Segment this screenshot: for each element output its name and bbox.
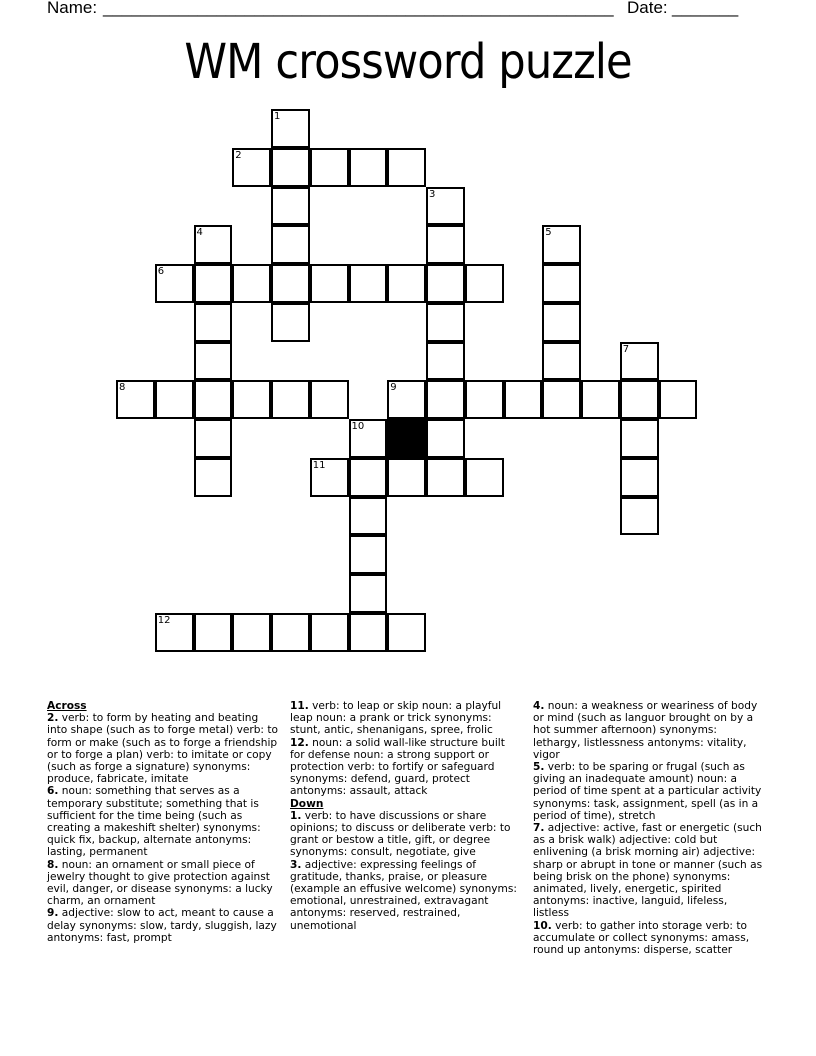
clue-number: 9 xyxy=(390,382,397,394)
grid-cell[interactable] xyxy=(310,264,349,303)
grid-cell[interactable] xyxy=(349,148,388,187)
grid-cell[interactable] xyxy=(349,497,388,536)
grid-cell[interactable] xyxy=(271,264,310,303)
grid-cell[interactable] xyxy=(232,264,271,303)
clue-number: 5 xyxy=(545,227,552,239)
grid-cell[interactable] xyxy=(542,303,581,342)
grid-cell[interactable] xyxy=(271,187,310,226)
clue-down-10: 10. verb: to gather into storage verb: to accumulate or collect synonyms: amass, round up antonyms: disperse, scatter xyxy=(533,919,750,957)
grid-cell[interactable] xyxy=(426,264,465,303)
name-label: Name: xyxy=(47,0,98,17)
grid-cell[interactable] xyxy=(426,380,465,419)
grid-cell[interactable] xyxy=(271,613,310,652)
crossword-grid xyxy=(117,110,717,670)
grid-cell[interactable] xyxy=(310,613,349,652)
name-field[interactable]: ______________________________________________________ xyxy=(103,0,614,17)
clue-across-8: 8. noun: an ornament or small piece of jewelry thought to give protection against evil, danger, or disease synonyms: a lucky charm, an ornament xyxy=(47,858,273,908)
grid-cell[interactable] xyxy=(542,225,581,264)
clue-number: 1 xyxy=(274,111,281,122)
grid-cell[interactable] xyxy=(232,380,271,419)
clue-across-11: 11. verb: to leap or skip noun: a playful leap noun: a prank or trick synonyms: stunt, antic, shenanigans, spree, frolic xyxy=(290,700,502,737)
worksheet-header xyxy=(47,0,767,20)
grid-cell[interactable] xyxy=(349,264,388,303)
grid-cell[interactable] xyxy=(349,419,388,458)
grid-cell[interactable] xyxy=(310,458,349,497)
clue-across-12: 12. noun: a solid wall-like structure built for defense noun: a strong support or protection verb: to fortify or safeguard synonyms: defend, guard, protect antonyms: assault, attack xyxy=(290,736,505,798)
page-title: WM crossword puzzle xyxy=(184,34,632,90)
grid-cell[interactable] xyxy=(155,264,194,303)
grid-cell[interactable] xyxy=(194,458,233,497)
grid-cell[interactable] xyxy=(542,380,581,419)
grid-cell[interactable] xyxy=(271,303,310,342)
down-heading: Down xyxy=(290,797,324,810)
grid-cell[interactable] xyxy=(426,458,465,497)
grid-cell[interactable] xyxy=(194,303,233,342)
grid-cell[interactable] xyxy=(349,613,388,652)
grid-cell[interactable] xyxy=(387,264,426,303)
grid-cell[interactable] xyxy=(465,458,504,497)
clue-down-3: 3. adjective: expressing feelings of gratitude, thanks, praise, or pleasure (example an effusive welcome) synonyms: emotional, unrestrained, extravagant antonyms: reserved, restrained, unemotional xyxy=(290,858,517,932)
clue-across-6: 6. noun: something that serves as a temporary substitute; something that is sufficient for the time being (such as creating a makeshift shelter) synonyms: quick fix, backup, alternate antonyms: lasting, permanent xyxy=(47,785,261,859)
grid-cell[interactable] xyxy=(426,187,465,226)
clues-column-3 xyxy=(533,700,765,956)
clue-down-7: 7. adjective: active, fast or energetic (such as a brisk walk) adjective: cold but enlivening (a brisk morning air) adjective: sharp or abrupt in tone or manner (such as being brisk on the phone) synonyms: animated, lively, energetic, spirited antonyms: inactive, languid, lifeless, listless xyxy=(533,822,763,920)
clue-number: 7 xyxy=(622,343,630,355)
grid-cell[interactable] xyxy=(504,380,543,419)
grid-cell[interactable] xyxy=(194,342,233,381)
clue-number: 4 xyxy=(196,227,203,239)
grid-cell[interactable] xyxy=(659,380,698,419)
clue-down-4: 4. noun: a weakness or weariness of body or mind (such as languor brought on by a hot summer afternoon) synonyms: lethargy, listlessness antonyms: vitality, vigor xyxy=(533,700,758,761)
grid-cell[interactable] xyxy=(349,574,388,613)
grid-cell[interactable] xyxy=(465,264,504,303)
grid-cell[interactable] xyxy=(620,380,659,419)
grid-cell[interactable] xyxy=(194,419,233,458)
grid-cell[interactable] xyxy=(349,458,388,497)
grid-cell[interactable] xyxy=(426,342,465,381)
clue-number: 2 xyxy=(235,149,242,161)
grid-cell[interactable] xyxy=(620,342,659,381)
grid-cell[interactable] xyxy=(271,380,310,419)
grid-cell[interactable] xyxy=(271,225,310,264)
grid-cell[interactable] xyxy=(387,613,426,652)
clues-column-2 xyxy=(290,700,522,932)
clue-down-1: 1. verb: to have discussions or share opinions; to discuss or deliberate verb: to grant or bestow a title, gift, or degree synonyms: consult, negotiate, give xyxy=(290,809,511,859)
grid-cell[interactable] xyxy=(426,225,465,264)
grid-cell[interactable] xyxy=(310,148,349,187)
grid-cell[interactable] xyxy=(581,380,620,419)
grid-cell[interactable] xyxy=(620,419,659,458)
grid-cell[interactable] xyxy=(155,613,194,652)
grid-cell[interactable] xyxy=(155,380,194,419)
clue-number: 3 xyxy=(429,188,436,200)
grid-cell[interactable] xyxy=(194,613,233,652)
clue-number: 8 xyxy=(119,382,126,394)
date-label: Date: xyxy=(627,0,668,17)
date-field[interactable]: _______ xyxy=(672,0,739,17)
grid-cell[interactable] xyxy=(349,535,388,574)
grid-cell[interactable] xyxy=(271,109,310,148)
clue-number: 10 xyxy=(351,421,365,432)
grid-cell[interactable] xyxy=(465,380,504,419)
grid-cell[interactable] xyxy=(387,148,426,187)
grid-cell[interactable] xyxy=(271,148,310,187)
grid-cell[interactable] xyxy=(194,264,233,303)
clue-across-9: 9. adjective: slow to act, meant to cause a delay synonyms: slow, tardy, sluggish, lazy antonyms: fast, prompt xyxy=(47,907,277,944)
grid-cell[interactable] xyxy=(387,380,426,419)
grid-cell[interactable] xyxy=(387,458,426,497)
grid-cell[interactable] xyxy=(542,264,581,303)
grid-cell[interactable] xyxy=(620,497,659,536)
clues-column-1 xyxy=(47,700,279,944)
grid-cell[interactable] xyxy=(426,419,465,458)
grid-cell[interactable] xyxy=(232,613,271,652)
grid-cell[interactable] xyxy=(310,380,349,419)
clue-number: 12 xyxy=(157,614,171,626)
clue-number: 11 xyxy=(312,459,326,471)
grid-cell[interactable] xyxy=(542,342,581,381)
black-cell xyxy=(387,419,426,458)
grid-cell[interactable] xyxy=(194,380,233,419)
across-heading: Across xyxy=(47,700,87,712)
clue-down-5: 5. verb: to be sparing or frugal (such as giving an inadequate amount) noun: a period of time spent at a particular activity synonyms: task, assignment, spell (as in a period of time), stretch xyxy=(533,761,762,822)
grid-cell[interactable] xyxy=(194,225,233,264)
clue-number: 6 xyxy=(157,266,165,277)
grid-cell[interactable] xyxy=(426,303,465,342)
grid-cell[interactable] xyxy=(232,148,271,187)
grid-cell[interactable] xyxy=(620,458,659,497)
grid-cell[interactable] xyxy=(116,380,155,419)
clue-across-2: 2. verb: to form by heating and beating into shape (such as to forge metal) verb: to form or make (such as to forge a friendship or to forge a plan) verb: to imitate or copy (such as forge a signature) synonyms: produce, fabricate, imitate xyxy=(47,712,279,786)
